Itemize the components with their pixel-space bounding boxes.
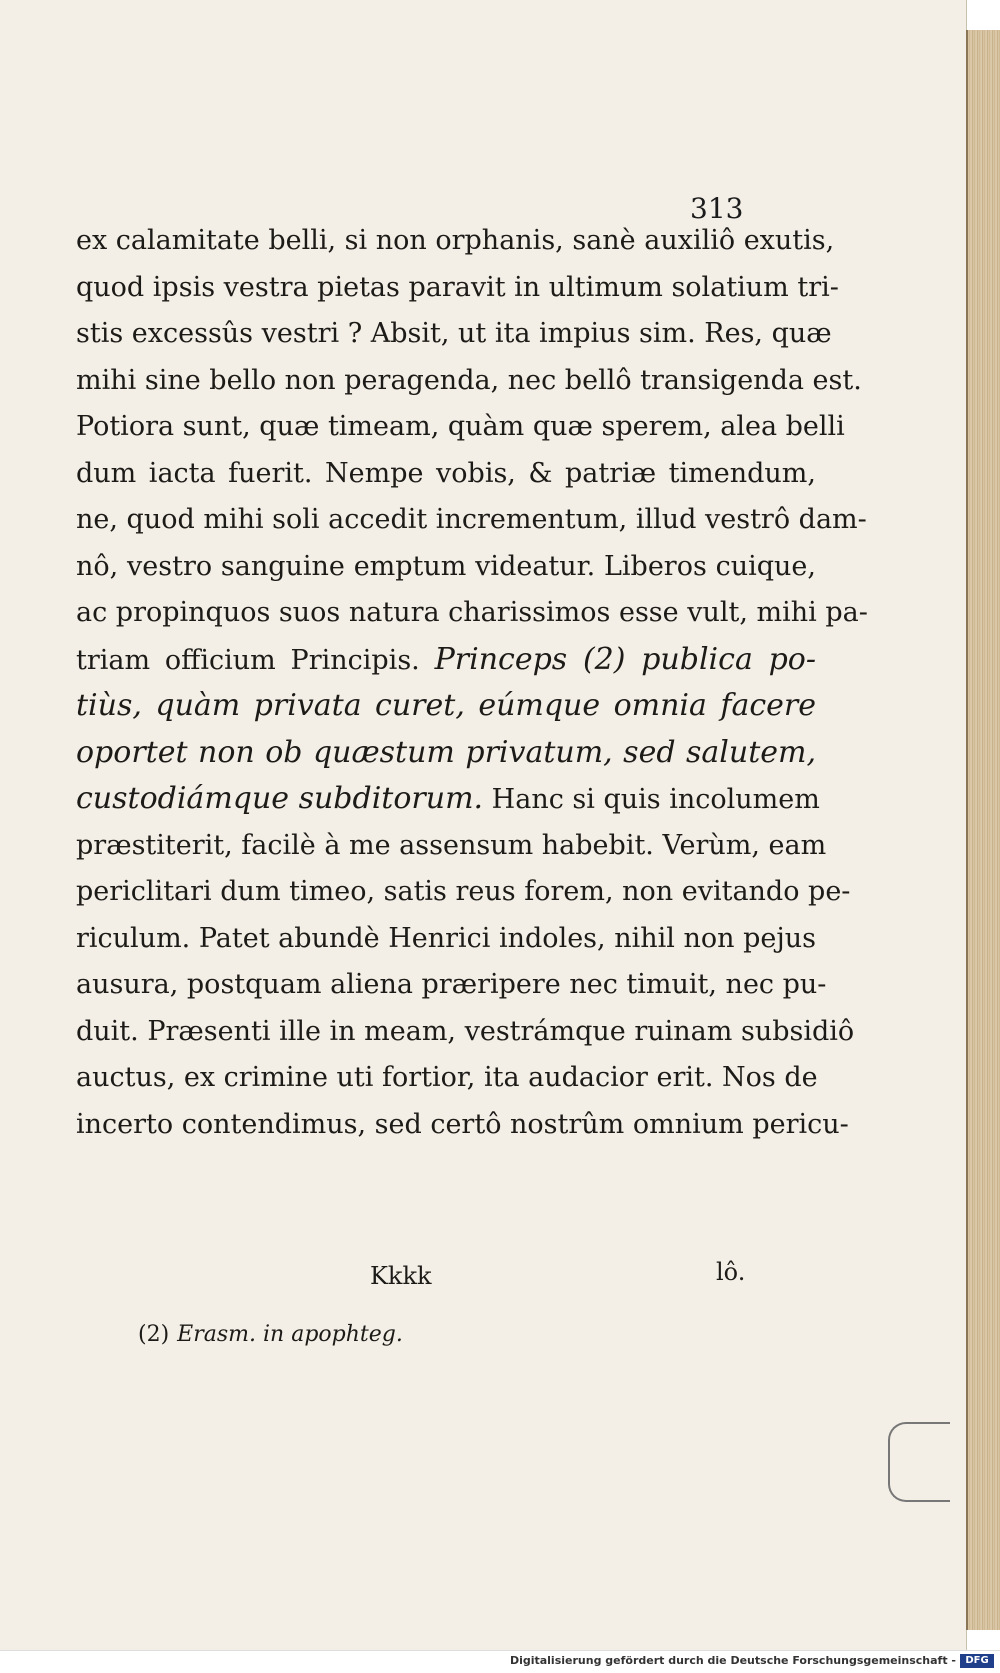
page-number: 313 <box>690 192 744 225</box>
digitization-credit: Digitalisierung gefördert durch die Deutsche Forschungsgemeinschaft - <box>509 1654 956 1667</box>
text-line: Potiora sunt, quæ timeam, quàm quæ sperem, alea belli <box>76 411 845 442</box>
page-clip-shadow <box>888 1422 950 1502</box>
text-line: auctus, ex crimine uti fortior, ita audacior erit. Nos de <box>76 1062 818 1093</box>
dfg-logo-icon: DFG <box>960 1654 994 1668</box>
text-line-mixed <box>76 637 816 684</box>
text-italic: Princeps (2) publica po- <box>434 641 816 677</box>
text-italic: tiùs, quàm privata curet, eúmque omnia facere <box>76 688 816 723</box>
text-line: ne, quod mihi soli accedit incrementum, illud vestrô dam- <box>76 504 867 535</box>
text-line: duit. Præsenti ille in meam, vestrámque ruinam subsidiô <box>76 1015 855 1047</box>
text-line: mihi sine bello non peragenda, nec bellô transigenda est. <box>76 364 862 396</box>
footnote <box>138 1322 403 1347</box>
text-line: præstiterit, facilè à me assensum habebit. Verùm, eam <box>76 829 827 861</box>
text-line: ac propinquos suos natura charissimos esse vult, mihi pa- <box>76 597 868 628</box>
text-line: riculum. Patet abundè Henrici indoles, nihil non pejus <box>76 922 816 954</box>
text-line-italic <box>76 730 816 777</box>
text-line: ex calamitate belli, si non orphanis, sanè auxiliô exutis, <box>76 225 835 256</box>
text-line: ausura, postquam aliena præripere nec timuit, nec pu- <box>76 969 827 1000</box>
text-line: incerto contendimus, sed certô nostrûm omnium pericu- <box>76 1108 849 1140</box>
body-text <box>76 218 868 1148</box>
text-line: stis excessûs vestri ? Absit, ut ita impius sim. Res, quæ <box>76 318 832 349</box>
catchword: lô. <box>716 1258 746 1286</box>
text-roman: triam officium Principis. <box>76 644 420 676</box>
text-line: nô, vestro sanguine emptum videatur. Liberos cuique, <box>76 550 816 582</box>
text-line-italic <box>76 683 816 730</box>
text-line-mixed <box>76 776 820 823</box>
page-edges <box>966 30 1000 1630</box>
text-line: periclitari dum timeo, satis reus forem, non evitando pe- <box>76 876 851 907</box>
text-line: dum iacta fuerit. Nempe vobis, & patriæ timendum, <box>76 457 816 489</box>
signature-mark: Kkkk <box>370 1262 432 1290</box>
text-italic: custodiámque subditorum. <box>76 781 484 816</box>
footnote-marker: (2) <box>138 1322 170 1347</box>
text-italic: oportet non ob quæstum privatum, sed salutem, <box>76 734 816 770</box>
footnote-text: Erasm. in apophteg. <box>177 1322 403 1347</box>
footer-bar <box>0 1650 1000 1673</box>
text-line: quod ipsis vestra pietas paravit in ultimum solatium tri- <box>76 271 839 303</box>
text-roman: Hanc si quis incolumem <box>491 784 820 815</box>
